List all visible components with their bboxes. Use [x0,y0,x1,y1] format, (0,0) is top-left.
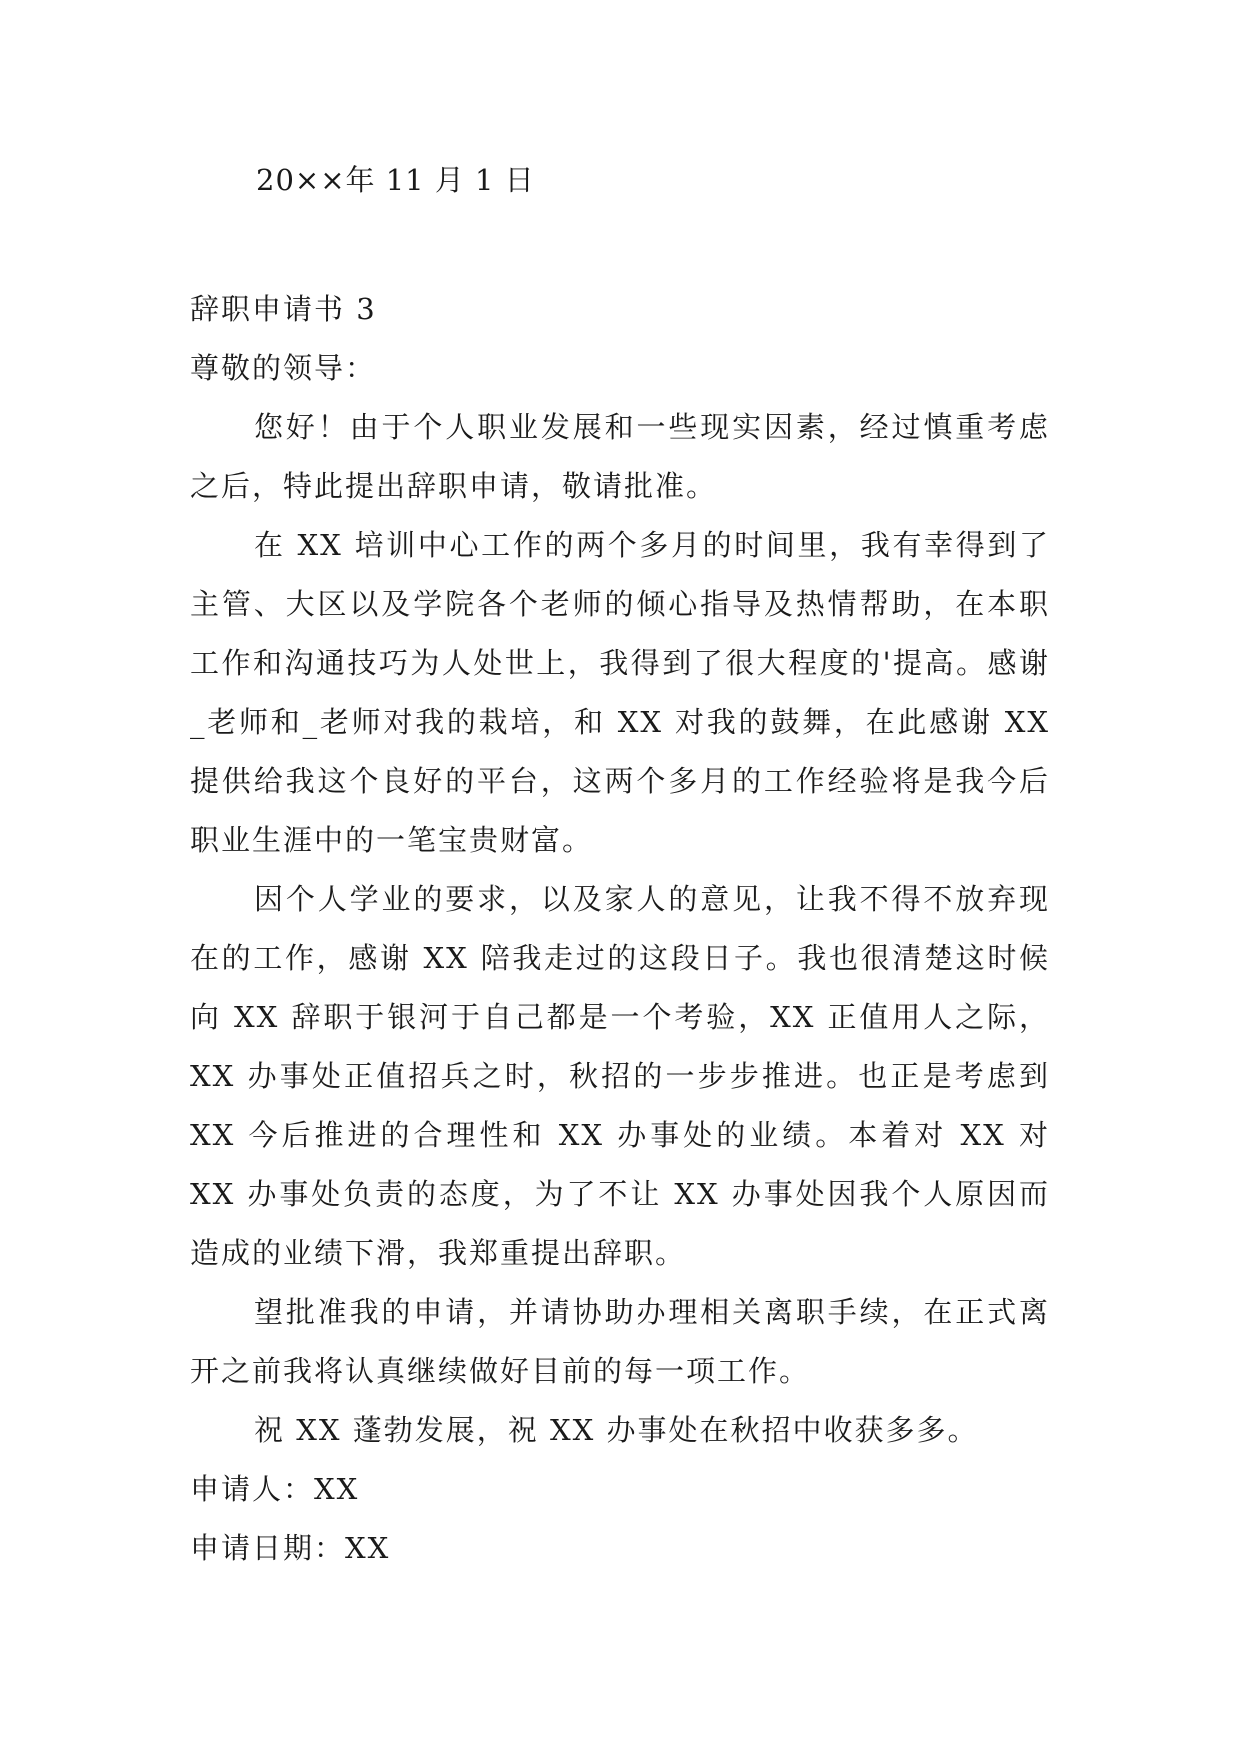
paragraph-wishes: 祝 XX 蓬勃发展，祝 XX 办事处在秋招中收获多多。 [254,1413,979,1447]
salutation: 尊敬的领导： [190,351,377,385]
paragraph-request: 望批准我的申请，并请协助办理相关离职手续，在正式离开之前我将认真继续做好目前的每一项工作。 [190,1295,1050,1388]
letter-title: 辞职申请书 3 [190,292,377,326]
application-date: 申请日期：XX [190,1531,391,1565]
date-line: 20××年 11 月 1 日 [256,163,535,197]
paragraph-reason: 因个人学业的要求，以及家人的意见，让我不得不放弃现在的工作，感谢 XX 陪我走过的这段日子。我也很清楚这时候向 XX 辞职于银河于自己都是一个考验，XX 正值用人之际，XX 办事处正值招兵之时，秋招的一步步推进。也正是考虑到 XX 今后推进的合理性和 XX 办事处的业绩。本着对 XX 对 XX 办事处负责的态度，为了不让 XX 办事处因我个人原因而造成的业绩下滑，我郑重提出辞职。 [190,882,1050,1270]
applicant: 申请人：XX [190,1472,360,1506]
paragraph-gratitude: 在 XX 培训中心工作的两个多月的时间里，我有幸得到了主管、大区以及学院各个老师的倾心指导及热情帮助，在本职工作和沟通技巧为人处世上，我得到了很大程度的'提高。感谢_老师和_老师对我的栽培，和 XX 对我的鼓舞，在此感谢 XX 提供给我这个良好的平台，这两个多月的工作经验将是我今后职业生涯中的一笔宝贵财富。 [190,528,1050,857]
letter-body [190,280,1050,1578]
paragraph-greeting: 您好！由于个人职业发展和一些现实因素，经过慎重考虑之后，特此提出辞职申请，敬请批准。 [190,410,1050,503]
